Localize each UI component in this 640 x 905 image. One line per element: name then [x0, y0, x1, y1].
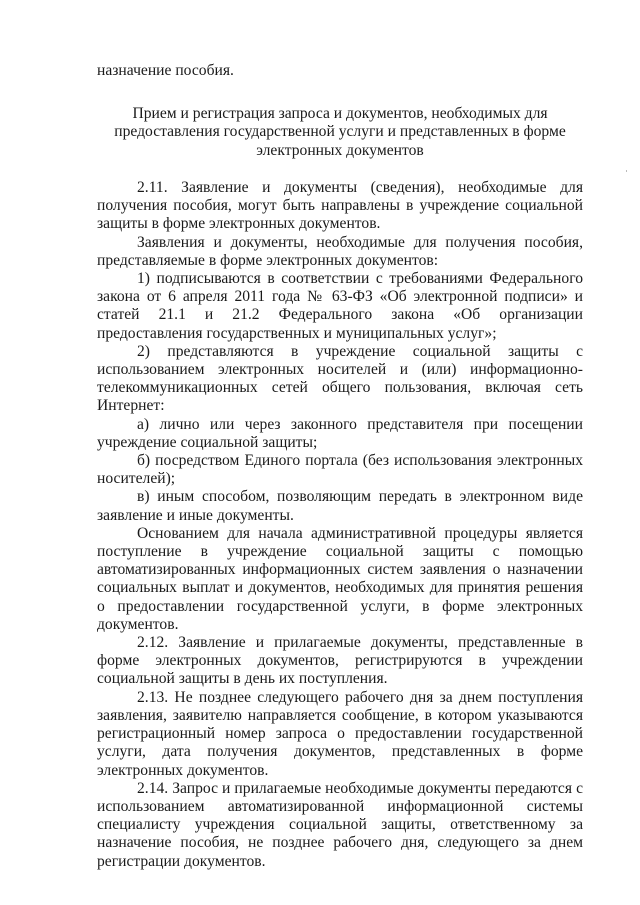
paragraph-2-14: 2.14. Запрос и прилагаемые необходимые документы передаются с использованием автоматизированной информационной системы специалисту учреждения социальной защиты, ответственному за назначение пособия, не позднее рабочего дня, следующего за днем регистрации документов.	[97, 779, 583, 870]
paragraph-2-12: 2.12. Заявление и прилагаемые документы, представленные в форме электронных документов, регистрируются в учреждении социальной защиты в день их поступления.	[97, 634, 583, 688]
sub-item-b: б) посредством Единого портала (без использования электронных носителей);	[97, 452, 583, 488]
scan-speck	[626, 170, 627, 172]
section-title: Прием и регистрация запроса и документов, необходимых для предоставления государственной услуги и представленных в форме электронных документов	[114, 105, 566, 159]
paragraph-2-11: 2.11. Заявление и документы (сведения), необходимые для получения пособия, могут быть направлены в учреждение социальной защиты в форме электронных документов.	[97, 179, 583, 233]
carryover-line: назначение пособия.	[97, 62, 234, 79]
paragraph-grounds: Основанием для начала административной процедуры является поступление в учреждение социальной защиты с помощью автоматизированных информационных систем заявления о назначении социальных выплат и документов, необходимых для принятия решения о предоставлении государственной услуги, в форме электронных документов.	[97, 524, 583, 633]
sub-item-a: а) лично или через законного представителя при посещении учреждение социальной защиты;	[97, 415, 583, 451]
sub-item-c: в) иным способом, позволяющим передать в электронном виде заявление и иные документы.	[97, 488, 583, 524]
paragraph-2-13: 2.13. Не позднее следующего рабочего дня за днем поступления заявления, заявителю направляется сообщение, в котором указываются регистрационный номер запроса о предоставлении государственной услуги, дата получения документов, представленных в форме электронных документов.	[97, 688, 583, 779]
list-item-2: 2) представляются в учреждение социальной защиты с использованием электронных носителей и (или) информационно-телекоммуникационных сетей общего пользования, включая сеть Интернет:	[97, 342, 583, 415]
list-item-1: 1) подписываются в соответствии с требованиями Федерального закона от 6 апреля 2011 года № 63-ФЗ «Об электронной подписи» и статей 21.1 и 21.2 Федерального закона «Об организации предоставления государственных и муниципальных услуг»;	[97, 270, 583, 342]
paragraph-requirements-intro: Заявления и документы, необходимые для получения пособия, представляемые в форме электронных документов:	[97, 233, 583, 269]
document-body	[97, 179, 583, 871]
